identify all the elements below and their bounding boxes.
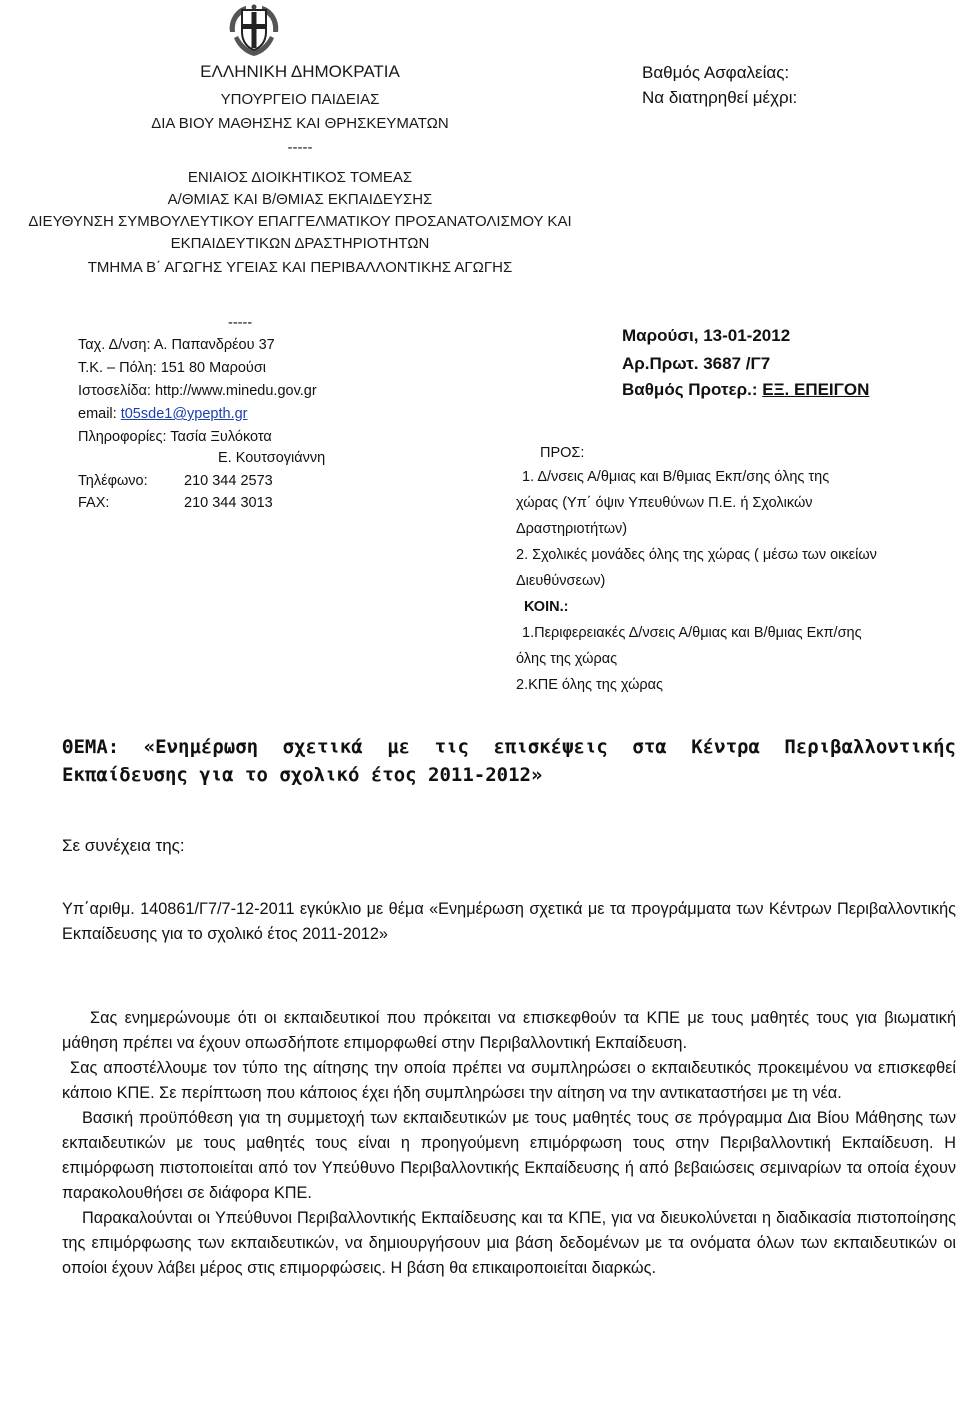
- email-line: [78, 403, 248, 426]
- cc-line: όλης της χώρας: [516, 651, 618, 667]
- protocol-number: Αρ.Πρωτ. 3687 /Γ7: [622, 354, 771, 373]
- website: Ιστοσελίδα: http://www.minedu.gov.gr: [78, 383, 317, 399]
- priority-line: [622, 378, 869, 402]
- security-level: Βαθμός Ασφαλείας:: [642, 63, 790, 82]
- body-text: [62, 1006, 956, 1281]
- header-line: ΕΝΙΑΙΟΣ ΔΙΟΙΚΗΤΙΚΟΣ ΤΟΜΕΑΣ: [187, 169, 413, 186]
- priority-value: ΕΞ. ΕΠΕΙΓΟΝ: [762, 380, 870, 399]
- header-line: ΔΙΑ ΒΙΟΥ ΜΑΘΗΣΗΣ ΚΑΙ ΘΡΗΣΚΕΥΜΑΤΩΝ: [151, 115, 449, 132]
- subject: ΘΕΜΑ: «Ενημέρωση σχετικά με τις επισκέψεις στα Κέντρα Περιβαλλοντικής Εκπαίδευσης για το σχολικό έτος 2011-2012»: [62, 736, 956, 786]
- postal-address: Ταχ. Δ/νση: Α. Παπανδρέου 37: [78, 337, 275, 353]
- cc-line: 1.Περιφερειακές Δ/νσεις Α/θμιας και Β/θμιας Εκπ/σης: [522, 625, 862, 641]
- body-paragraph: Βασική προϋπόθεση για τη συμμετοχή των εκπαιδευτικών με τους μαθητές τους σε πρόγραμμα Δια Βίου Μάθησης των εκπαιδευτικών με τους μαθητές τους είναι η προηγούμενη επιμόρφωση τους στην Περιβαλλοντική Εκπαίδευση. Η επιμόρφωση πιστοποιείται από τον Υπεύθυνο Περιβαλλοντικής Εκπαίδευσης ή από βεβαιώσεις σεμιναρίων τα οποία έχουν παρακολουθήσει σε διάφορα ΚΠΕ.: [62, 1109, 956, 1202]
- recipient-line: Διευθύνσεων): [516, 573, 606, 589]
- continuation-label: Σε συνέχεια της:: [62, 836, 185, 855]
- phone-number: 210 344 2573: [184, 473, 273, 489]
- body-paragraph: Σας ενημερώνουμε ότι οι εκπαιδευτικοί που πρόκειται να επισκεφθούν τα ΚΠΕ με τους μαθητές τους για βιωματική μάθηση πρέπει να έχουν οπωσδήποτε επιμορφωθεί στην Περιβαλλοντική Εκπαίδευση.: [62, 1009, 956, 1052]
- cc-line: 2.ΚΠΕ όλης της χώρας: [516, 677, 664, 693]
- body-paragraph: Σας αποστέλλουμε τον τύπο της αίτησης την οποία πρέπει να συμπληρώσει ο εκπαιδευτικός προκειμένου να επισκεφθεί κάποιο ΚΠΕ. Σε περίπτωση που κάποιος έχει ήδη συμπληρώσει την αίτηση να την αντικαταστήσει με τη νέα.: [62, 1059, 956, 1102]
- fax-label: FAX:: [78, 495, 110, 511]
- header-line: -----: [287, 139, 313, 156]
- email-label: email:: [78, 406, 121, 422]
- recipient-line: χώρας (Υπ΄ όψιν Υπευθύνων Π.Ε. ή Σχολικών: [516, 495, 813, 511]
- postal-code-city: Τ.Κ. – Πόλη: 151 80 Μαρούσι: [78, 360, 266, 376]
- greek-coat-of-arms-icon: [226, 2, 282, 58]
- header-line: ΕΚΠΑΙΔΕΥΤΙΚΩΝ ΔΡΑΣΤΗΡΙΟΤΗΤΩΝ: [170, 235, 430, 252]
- security-block: [642, 60, 797, 110]
- phone-label: Τηλέφωνο:: [78, 473, 148, 489]
- contact-separator: -----: [228, 315, 253, 331]
- header-line: ΥΠΟΥΡΓΕΙΟ ΠΑΙΔΕΙΑΣ: [220, 91, 380, 108]
- header-line: ΔΙΕΥΘΥΝΣΗ ΣΥΜΒΟΥΛΕΥΤΙΚΟΥ ΕΠΑΓΓΕΛΜΑΤΙΚΟΥ ΠΡΟΣΑΝΑΤΟΛΙΣΜΟΥ ΚΑΙ: [28, 213, 572, 230]
- priority-label: Βαθμός Προτερ.:: [622, 380, 763, 399]
- retain-until: Να διατηρηθεί μέχρι:: [642, 88, 798, 107]
- header-line: ΤΜΗΜΑ Β΄ ΑΓΩΓΗΣ ΥΓΕΙΑΣ ΚΑΙ ΠΕΡΙΒΑΛΛΟΝΤΙΚΗΣ ΑΓΩΓΗΣ: [87, 259, 513, 276]
- email-link[interactable]: t05sde1@ypepth.gr: [120, 406, 248, 422]
- fax-number: 210 344 3013: [184, 495, 273, 511]
- header-line: ΕΛΛΗΝΙΚΗ ΔΗΜΟΚΡΑΤΙΑ: [200, 62, 400, 81]
- header-line: Α/ΘΜΙΑΣ ΚΑΙ Β/ΘΜΙΑΣ ΕΚΠΑΙΔΕΥΣΗΣ: [167, 191, 433, 208]
- body-paragraph: Παρακαλούνται οι Υπεύθυνοι Περιβαλλοντικής Εκπαίδευσης και τα ΚΠΕ, για να διευκολύνεται η διαδικασία πιστοποίησης της επιμόρφωσης των εκπαιδευτικών, να δημιουργήσουν μια βάση δεδομένων με τα ονόματα όλων των εκπαιδευτικών οι οποίοι έχουν λάβει μέρος στις επιμορφώσεις. Η βάση θα επικαιροποιείται διαρκώς.: [62, 1209, 956, 1277]
- circular-reference: Υπ΄αριθμ. 140861/Γ7/7-12-2011 εγκύκλιο με θέμα «Ενημέρωση σχετικά με τα προγράμματα των Κέντρων Περιβαλλοντικής Εκπαίδευσης για το σχολικό έτος 2011-2012»: [62, 900, 956, 943]
- cc-label: ΚΟΙΝ.:: [524, 599, 569, 615]
- recipient-line: 2. Σχολικές μονάδες όλης της χώρας ( μέσω των οικείων: [516, 547, 877, 563]
- info-contact: Πληροφορίες: Τασία Ξυλόκοτα: [78, 429, 272, 445]
- info-contact-2: Ε. Κουτσογιάννη: [218, 450, 326, 466]
- to-label: ΠΡΟΣ:: [540, 445, 585, 461]
- recipient-line: Δραστηριοτήτων): [516, 521, 628, 537]
- place-date: Μαρούσι, 13-01-2012: [622, 326, 791, 345]
- recipient-line: 1. Δ/νσεις Α/θμιας και Β/θμιας Εκπ/σης όλης της: [522, 469, 830, 485]
